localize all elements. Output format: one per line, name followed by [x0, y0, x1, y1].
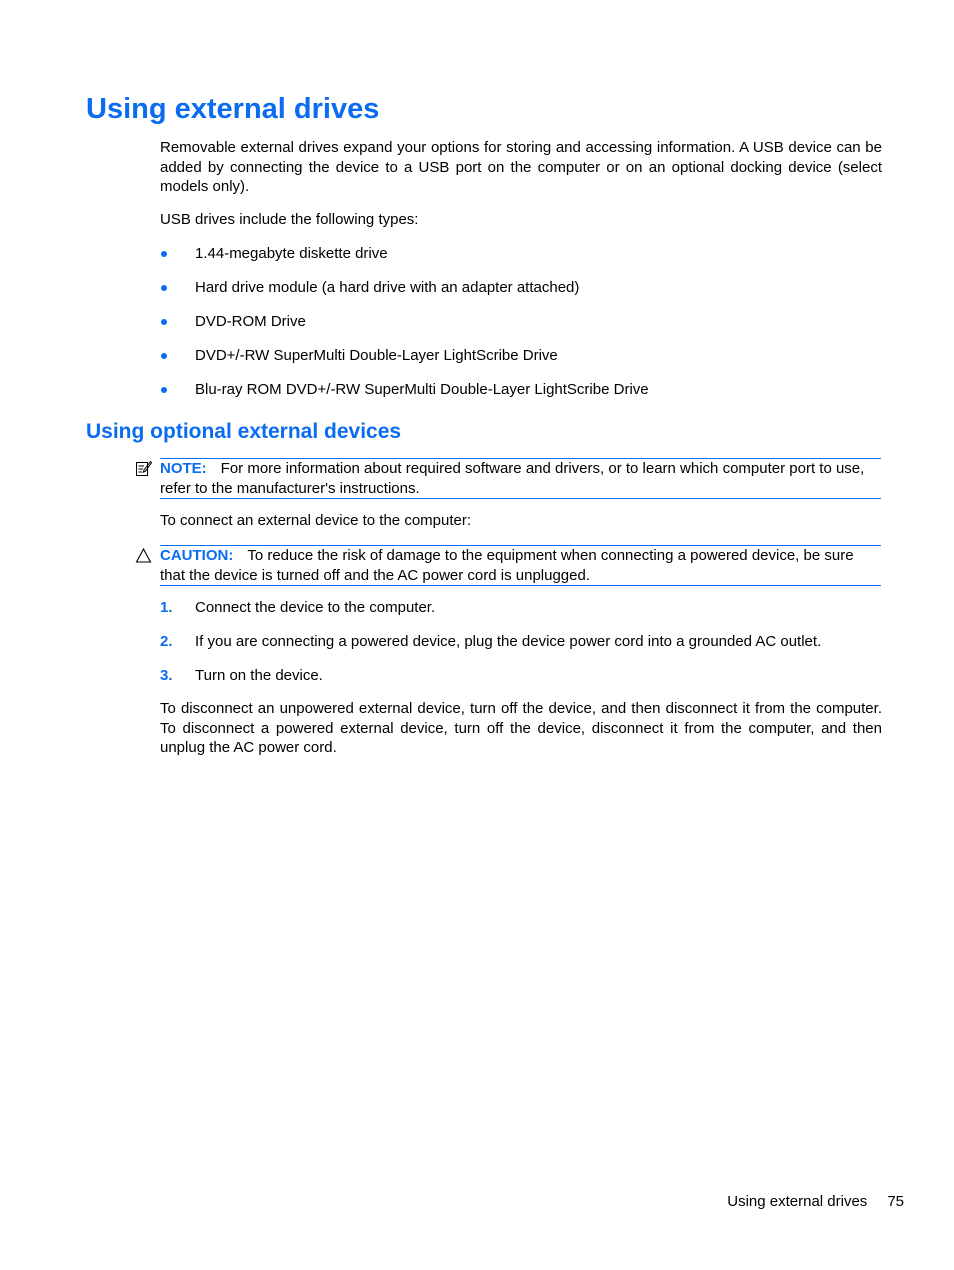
bullet-dot-icon	[161, 353, 167, 359]
caution-icon	[135, 547, 152, 564]
step-text: Turn on the device.	[195, 667, 323, 684]
bullet-dot-icon	[161, 285, 167, 291]
bullet-dot-icon	[161, 387, 167, 393]
page-footer	[727, 1192, 904, 1212]
list-item-text: DVD+/-RW SuperMulti Double-Layer LightScribe Drive	[195, 347, 558, 364]
step-text: Connect the device to the computer.	[195, 599, 436, 616]
disconnect-paragraph: To disconnect an unpowered external device, turn off the device, and then disconnect it from the computer. To disconnect a powered external device, turn off the device, disconnect it from the computer, and then unplug the AC power cord.	[160, 700, 882, 756]
connect-steps-list	[160, 598, 880, 700]
footer-section-name: Using external drives	[727, 1193, 868, 1210]
page-title: Using external drives	[86, 93, 380, 125]
connect-intro: To connect an external device to the computer:	[160, 512, 472, 529]
note-text: For more information about required software and drivers, or to learn which computer port to use, refer to the manufacturer's instructions.	[160, 460, 865, 497]
bullet-dot-icon	[161, 319, 167, 325]
step-text: If you are connecting a powered device, plug the device power cord into a grounded AC outlet.	[195, 633, 822, 650]
list-item	[160, 346, 880, 380]
step-number: 3.	[160, 667, 173, 684]
drive-types-list	[160, 244, 880, 414]
step-item	[160, 632, 880, 666]
step-item	[160, 598, 880, 632]
note-callout	[160, 458, 881, 499]
caution-text: To reduce the risk of damage to the equipment when connecting a powered device, be sure that the device is turned off and the AC power cord is unplugged.	[160, 547, 854, 584]
bullet-dot-icon	[161, 251, 167, 257]
types-intro: USB drives include the following types:	[160, 211, 419, 228]
list-item	[160, 312, 880, 346]
list-item-text: DVD-ROM Drive	[195, 313, 306, 330]
list-item	[160, 278, 880, 312]
page-number: 75	[887, 1193, 904, 1210]
note-label: NOTE:	[160, 460, 207, 477]
section-heading: Using optional external devices	[86, 420, 402, 443]
list-item	[160, 244, 880, 278]
list-item-text: Blu-ray ROM DVD+/-RW SuperMulti Double-Layer LightScribe Drive	[195, 381, 649, 398]
step-number: 2.	[160, 633, 173, 650]
list-item-text: 1.44-megabyte diskette drive	[195, 245, 388, 262]
intro-paragraph: Removable external drives expand your options for storing and accessing information. A USB device can be added by connecting the device to a USB port on the computer or on an optional docking device (select models only).	[160, 139, 882, 195]
caution-label: CAUTION:	[160, 547, 234, 564]
list-item-text: Hard drive module (a hard drive with an adapter attached)	[195, 279, 580, 296]
list-item	[160, 380, 880, 414]
step-number: 1.	[160, 599, 173, 616]
note-icon	[135, 460, 152, 477]
step-item	[160, 666, 880, 700]
caution-callout	[160, 545, 881, 586]
